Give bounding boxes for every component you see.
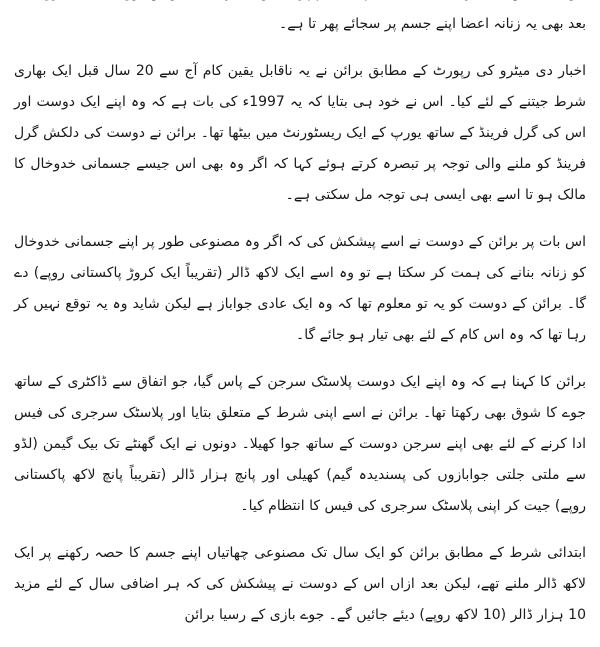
article-paragraph: ابتدائی شرط کے مطابق برائن کو ایک سال تک مصنوعی چھاتیاں اپنے جسم کا حصہ رکھنے پر ایک لاکھ ڈالر ملنے تھے، لیکن بعد ازاں اس کے دوست نے پیشکش کی کہ ہر اضافی سال کے لئے مزید 10 ہزار ڈالر (10 لاکھ روپے) دیئے جائیں گے۔ جوے بازی کے رسیا برائن: [14, 545, 586, 623]
article-paragraph: بعد بھی یہ زنانہ اعضا اپنے جسم پر سجائے پھر تا ہے۔: [278, 16, 586, 32]
article-paragraph: برائن کا کہنا ہے کہ وہ اپنے ایک دوست پلاسٹک سرجن کے پاس گیا، جو اتفاق سے ڈاکٹری کے ساتھ جوے کا شوق بھی رکھتا تھا۔ برائن نے اسے اپنی شرط کے متعلق بتایا اور پلاسٹک سرجری کی فیس ادا کرنے کے لئے بھی اپنے سرجن دوست کے ساتھ جوا کھیلا۔ دونوں نے ایک گھنٹے تک بیک گیمن (لڈو سے ملتی جلتی جوابازوں کی پسندیدہ گیم) کھیلی اور پانچ ہزار ڈالر (تقریباً پانچ لاکھ پاکستانی روپے) جیت کر اپنی پلاسٹک سرجری کی فیس کا انتظام کیا۔: [14, 374, 586, 514]
article-body: [14, 0, 586, 647]
article-paragraph: اس بات پر برائن کے دوست نے اسے پیشکش کی کہ اگر وہ مصنوعی طور پر اپنے جسمانی خدوخال کو زنانہ بنانے کی ہمت کر سکتا ہے تو وہ اسے ایک لاکھ ڈالر (تقریباً ایک کروڑ پاکستانی روپے) دے گا۔ برائن کے دوست کو یہ تو معلوم تھا کہ وہ ایک عادی جواباز ہے لیکن شاید وہ یہ توقع نہیں کر رہا تھا کہ وہ اس کام کے لئے بھی تیار ہو جائے گا۔: [14, 234, 586, 343]
article-paragraph: اخبار دی میٹرو کی رپورٹ کے مطابق برائن نے یہ ناقابل یقین کام آج سے 20 سال قبل ایک بھاری شرط جیتنے کے لئے کیا۔ اس نے خود ہی بتایا کہ یہ 1997ء کی بات ہے کہ وہ اپنے ایک دوست اور اس کی گرل فرینڈ کے ساتھ یورپ کے ایک ریسٹورنٹ میں بیٹھا تھا۔ برائن نے دوست کی دلکش گرل فرینڈ کو ملنے والی توجہ پر تبصرہ کرتے ہوئے کہا کہ اگر وہ بھی اس جیسے جسمانی خدوخال کا مالک ہو تا اسے بھی ایسی ہی توجہ مل سکتی ہے۔: [14, 63, 586, 203]
